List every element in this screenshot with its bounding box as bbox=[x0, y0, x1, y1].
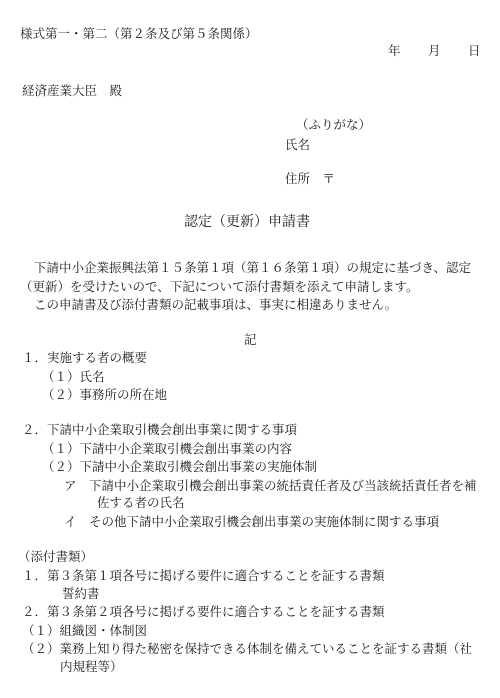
section2-item-2: （２）下請中小企業取引機会創出事業の実施体制 bbox=[42, 459, 318, 474]
section2-sub-a-line-1: ア 下請中小企業取引機会創出事業の統括責任者及び当該統括責任者を補 bbox=[64, 478, 477, 493]
intro-line-2: （更新）を受けたいので、下記について添付書類を添えて申請します。 bbox=[20, 279, 419, 294]
section1-heading: １．実施する者の概要 bbox=[22, 350, 148, 365]
attachment-line-5: （２）業務上知り得た秘密を保持できる体制を備えていることを証する書類（社 bbox=[22, 641, 473, 656]
attachment-line-6: 内規程等） bbox=[60, 659, 123, 674]
section2-heading: ２．下請中小企業取引機会創出事業に関する事項 bbox=[22, 422, 298, 437]
section2-sub-i: イ その他下請中小企業取引機会創出事業の実施体制に関する事項 bbox=[64, 514, 440, 529]
section1-item-name: （１）氏名 bbox=[42, 369, 105, 384]
intro-line-3: この申請書及び添付書類の記載事項は、事実に相違ありません。 bbox=[34, 297, 398, 312]
document-title: 認定（更新）申請書 bbox=[184, 214, 310, 230]
address-label: 住所 〒 bbox=[285, 171, 336, 186]
intro-line-1: 下請中小企業振興法第１５条第１項（第１６条第１項）の規定に基づき、認定 bbox=[34, 260, 472, 275]
attachment-line-3: ２．第３条第２項各号に掲げる要件に適合することを証する書類 bbox=[22, 604, 385, 619]
name-label: 氏名 bbox=[285, 137, 311, 152]
ki-heading: 記 bbox=[244, 332, 257, 347]
date-year: 年 bbox=[388, 43, 401, 58]
section2-item-1: （１）下請中小企業取引機会創出事業の内容 bbox=[42, 441, 293, 456]
attachment-line-2: 誓約書 bbox=[62, 586, 100, 601]
addressee: 経済産業大臣 殿 bbox=[22, 83, 123, 98]
section2-sub-a-line-2: 佐する者の氏名 bbox=[97, 495, 185, 510]
furigana-label: （ふりがな） bbox=[296, 117, 372, 132]
section1-item-office: （２）事務所の所在地 bbox=[42, 387, 168, 402]
date-day: 日 bbox=[468, 43, 481, 58]
attachment-line-1: １．第３条第１項各号に掲げる要件に適合することを証する書類 bbox=[22, 568, 385, 583]
attachment-line-4: （１）組織図・体制図 bbox=[22, 623, 148, 638]
attachments-heading: （添付書類） bbox=[18, 549, 94, 564]
form-label: 様式第一・第二（第２条及び第５条関係） bbox=[20, 26, 258, 41]
date-month: 月 bbox=[428, 43, 441, 58]
